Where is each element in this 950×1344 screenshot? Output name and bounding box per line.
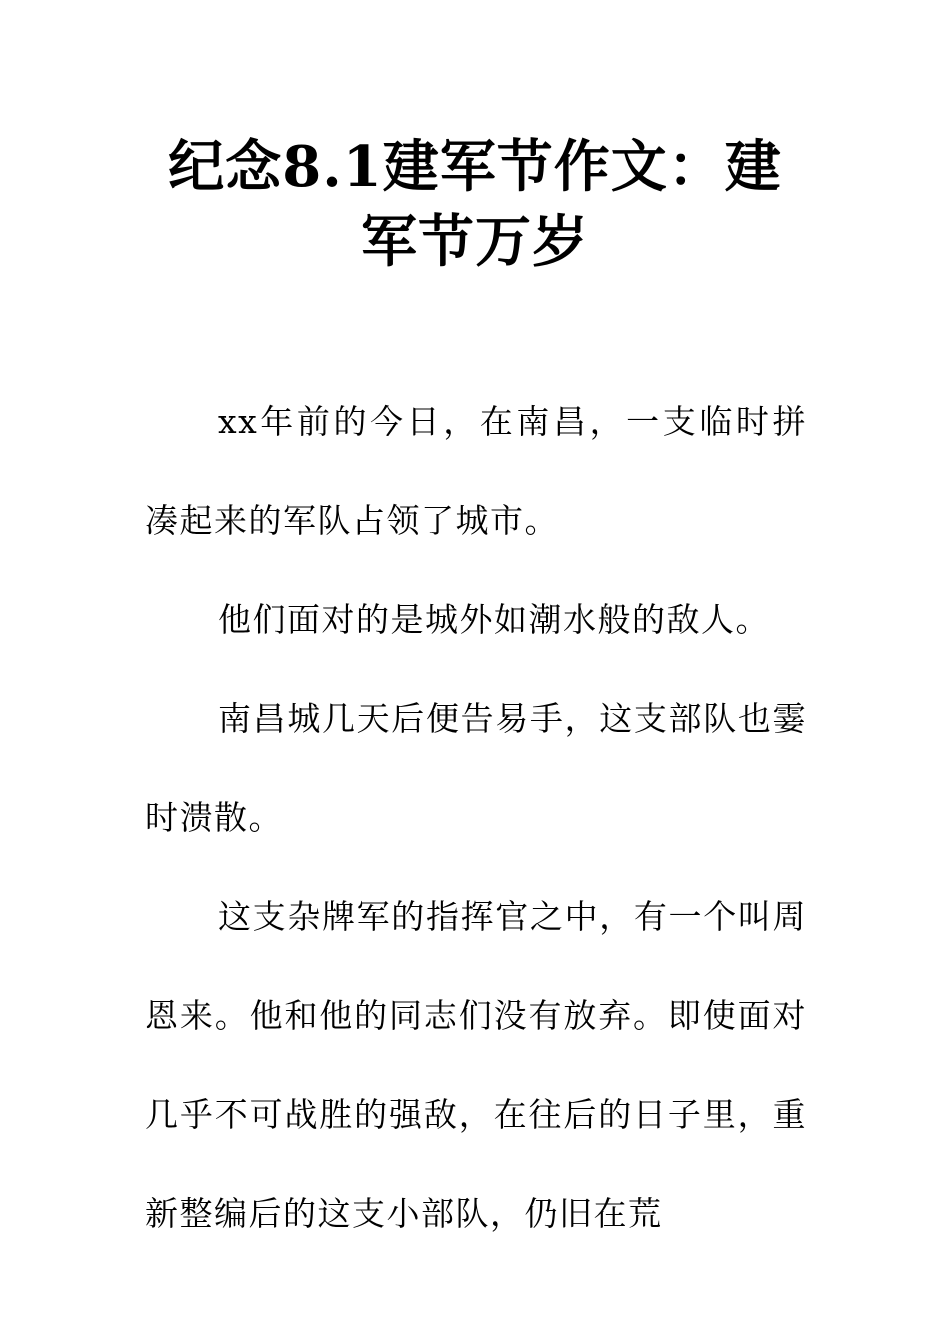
paragraph: 南昌城几天后便告易手，这支部队也霎时溃散。 <box>145 699 807 837</box>
paragraph: 这支杂牌军的指挥官之中，有一个叫周恩来。他和他的同志们没有放弃。即使面对几乎不可战胜的强敌，在往后的日子里，重新整编后的这支小部队，仍旧在荒 <box>145 897 807 1233</box>
document-body <box>145 372 807 1263</box>
document-title: 纪念8.1建军节作文：建军节万岁 <box>168 134 782 275</box>
paragraph: 他们面对的是城外如潮水般的敌人。 <box>218 600 770 639</box>
paragraph: xx年前的今日，在南昌，一支临时拼凑起来的军队占领了城市。 <box>145 402 807 540</box>
